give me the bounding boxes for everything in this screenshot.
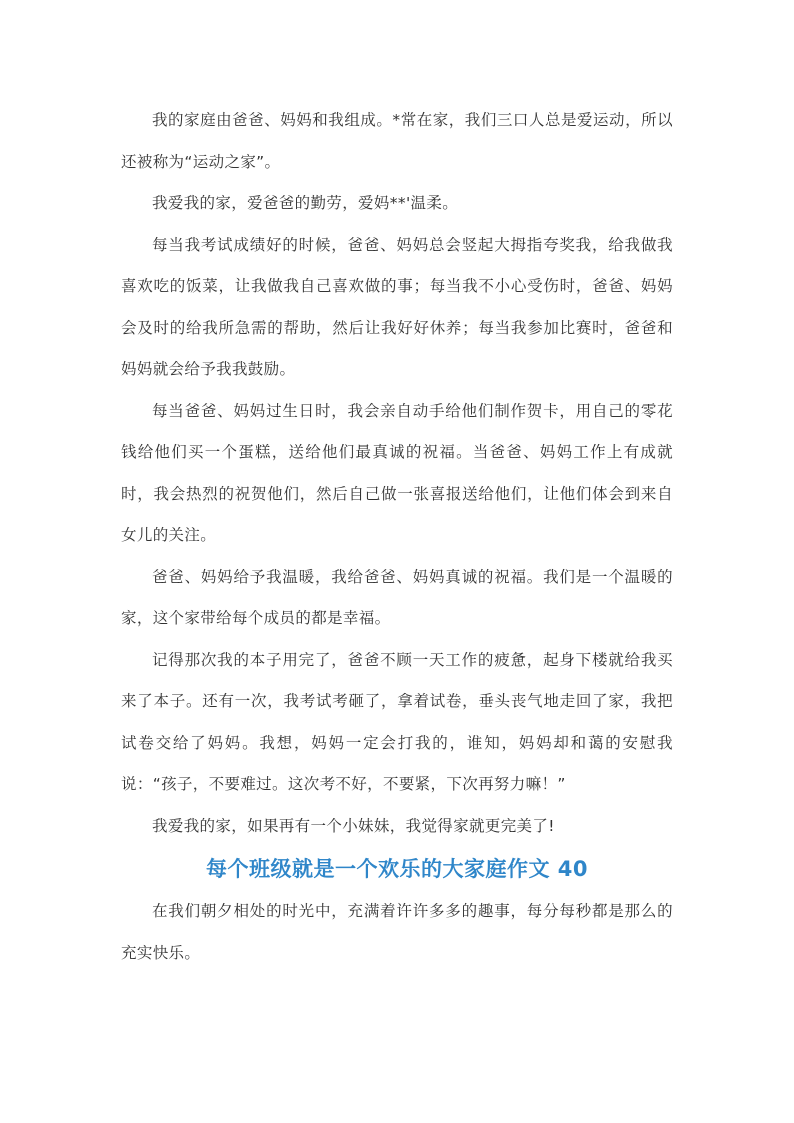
section-heading: 每个班级就是一个欢乐的大家庭作文 40 [205, 857, 589, 881]
paragraph: 在我们朝夕相处的时光中，充满着许许多多的趣事，每分每秒都是那么的充实快乐。 [121, 902, 673, 962]
paragraph: 我的家庭由爸爸、妈妈和我组成。*常在家，我们三口人总是爱运动，所以还被称为“运动之家”。 [121, 111, 673, 171]
paragraph: 我爱我的家，爱爸爸的勤劳，爱妈**'温柔。 [152, 194, 459, 212]
paragraph: 我爱我的家，如果再有一个小妹妹，我觉得家就更完美了! [152, 816, 555, 835]
document-body [121, 100, 673, 974]
paragraph: 记得那次我的本子用完了，爸爸不顾一天工作的疲惫，起身下楼就给我买来了本子。还有一次，我考试考砸了，拿着试卷，垂头丧气地走回了家，我把试卷交给了妈妈。我想，妈妈一定会打我的，谁知，妈妈却和蔼的安慰我说：“孩子，不要难过。这次考不好，不要紧，下次再努力嘛！” [121, 650, 673, 793]
paragraph: 爸爸、妈妈给予我温暖，我给爸爸、妈妈真诚的祝福。我们是一个温暖的家，这个家带给每个成员的都是幸福。 [121, 567, 673, 627]
paragraph: 每当爸爸、妈妈过生日时，我会亲自动手给他们制作贺卡，用自己的零花钱给他们买一个蛋糕，送给他们最真诚的祝福。当爸爸、妈妈工作上有成就时，我会热烈的祝贺他们，然后自己做一张喜报送给他们，让他们体会到来自女儿的关注。 [121, 401, 673, 544]
paragraph: 每当我考试成绩好的时候，爸爸、妈妈总会竖起大拇指夸奖我，给我做我喜欢吃的饭菜，让我做我自己喜欢做的事；每当我不小心受伤时，爸爸、妈妈会及时的给我所急需的帮助，然后让我好好休养；每当我参加比赛时，爸爸和妈妈就会给予我我鼓励。 [121, 235, 673, 378]
